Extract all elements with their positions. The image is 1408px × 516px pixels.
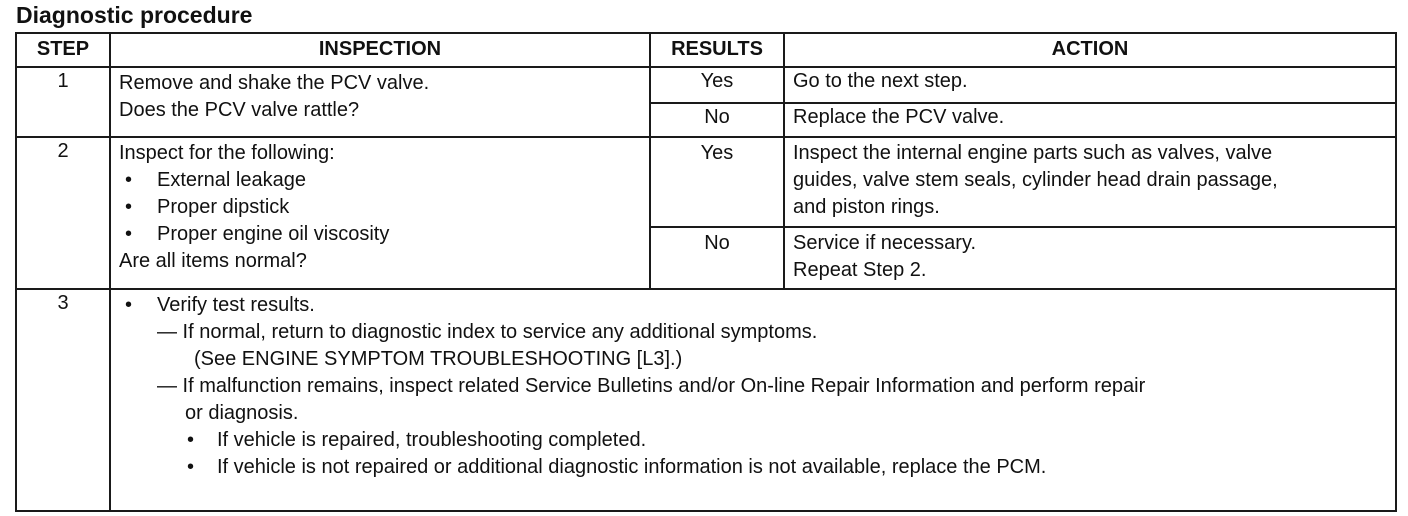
step-2-action-no-line: Service if necessary. — [793, 232, 977, 254]
bullet-icon: • — [125, 169, 133, 191]
step-2-action-no — [784, 227, 1396, 289]
step-2-result-yes: Yes — [650, 137, 784, 227]
step-3-sub-bullet — [119, 427, 1395, 454]
step-1-result-yes: Yes — [650, 67, 784, 103]
step-3-bullet — [119, 292, 1395, 319]
step-2-action-yes-line: and piston rings. — [793, 196, 940, 218]
bullet-icon: • — [187, 456, 195, 478]
step-2-bullet-item — [119, 167, 649, 194]
step-1-action-no-line: Replace the PCV valve. — [793, 106, 1005, 128]
step-2-action-no-line: Repeat Step 2. — [793, 259, 927, 281]
bullet-icon: • — [125, 294, 133, 316]
step-1-result-no: No — [650, 103, 784, 137]
step-3-content — [110, 289, 1396, 511]
step-2-bullet-item — [119, 221, 649, 248]
bullet-text: If vehicle is repaired, troubleshooting completed. — [217, 429, 647, 451]
step-1-row-yes — [16, 67, 1396, 103]
page-title: Diagnostic procedure — [16, 2, 253, 28]
step-3-malfunction-continuation: or diagnosis. — [185, 402, 299, 424]
header-row — [16, 33, 1396, 67]
step-2-inspection — [110, 137, 650, 289]
step-1-action-yes-line: Go to the next step. — [793, 70, 968, 92]
bullet-icon: • — [125, 223, 133, 245]
header-step: STEP — [16, 33, 110, 67]
step-3-normal-reference: (See ENGINE SYMPTOM TROUBLESHOOTING [L3].) — [194, 348, 683, 370]
step-1-action-no — [784, 103, 1396, 137]
step-2-inspection-question: Are all items normal? — [119, 250, 307, 272]
step-2-inspection-intro: Inspect for the following: — [119, 142, 335, 164]
step-2-number: 2 — [16, 137, 110, 289]
header-results: RESULTS — [650, 33, 784, 67]
diagnostic-table — [15, 32, 1397, 512]
step-3-row — [16, 289, 1396, 511]
step-1-number: 1 — [16, 67, 110, 137]
step-2-bullet-item — [119, 194, 649, 221]
step-3-normal-line: — If normal, return to diagnostic index to service any additional symptoms. — [157, 321, 818, 343]
step-2-action-yes — [784, 137, 1396, 227]
step-2-row-yes — [16, 137, 1396, 227]
bullet-text: If vehicle is not repaired or additional diagnostic information is not available, replace the PCM. — [217, 456, 1047, 478]
step-2-result-no: No — [650, 227, 784, 289]
bullet-text: External leakage — [157, 169, 306, 191]
step-1-inspection-question: Does the PCV valve rattle? — [119, 99, 360, 121]
bullet-text: Proper dipstick — [157, 196, 290, 218]
header-inspection: INSPECTION — [110, 33, 650, 67]
step-2-action-yes-line: guides, valve stem seals, cylinder head drain passage, — [793, 169, 1278, 191]
step-3-number: 3 — [16, 289, 110, 511]
step-1-inspection-line: Remove and shake the PCV valve. — [119, 72, 430, 94]
step-1-action-yes — [784, 67, 1396, 103]
bullet-text: Verify test results. — [157, 294, 315, 316]
step-2-action-yes-line: Inspect the internal engine parts such as valves, valve — [793, 142, 1273, 164]
step-3-sub-bullet — [119, 454, 1395, 481]
bullet-icon: • — [187, 429, 195, 451]
header-action: ACTION — [784, 33, 1396, 67]
step-3-malfunction-line: — If malfunction remains, inspect related Service Bulletins and/or On-line Repair Information and perform repair — [157, 375, 1146, 397]
bullet-icon: • — [125, 196, 133, 218]
step-1-inspection — [110, 67, 650, 137]
bullet-text: Proper engine oil viscosity — [157, 223, 390, 245]
